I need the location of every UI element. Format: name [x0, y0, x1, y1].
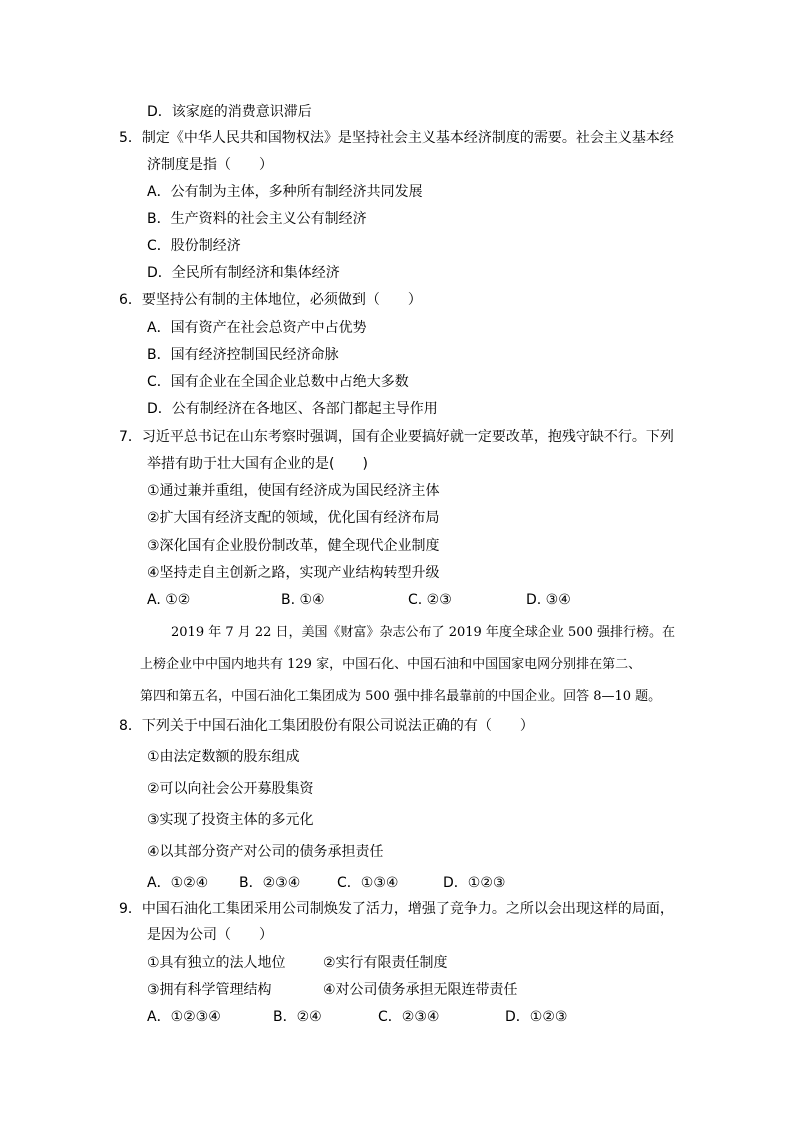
q6-option-a: A．国有资产在社会总资产中占优势	[147, 320, 367, 336]
q6-option-d: D．公有制经济在各地区、各部门都起主导作用	[147, 401, 438, 417]
q5-stem-line1: 5．制定《中华人民共和国物权法》是坚持社会主义基本经济制度的需要。社会主义基本经	[119, 130, 674, 146]
q9-item-4: ④对公司债务承担无限连带责任	[323, 982, 518, 998]
q8-item-2: ②可以向社会公开募股集资	[147, 781, 314, 797]
q9-item-1: ①具有独立的法人地位	[147, 955, 286, 971]
q9-option-c: C．②③④	[378, 1009, 440, 1025]
q7-stem-line2: 举措有助于壮大国有企业的是( )	[147, 456, 368, 472]
q8-option-c: C．①③④	[337, 875, 399, 891]
q9-option-d: D．①②③	[505, 1009, 568, 1025]
q7-item-2: ②扩大国有经济支配的领域，优化国有经济布局	[147, 510, 440, 526]
q8-option-a: A．①②④	[147, 875, 209, 891]
q7-option-c: C. ②③	[408, 592, 452, 608]
q8-stem: 8．下列关于中国石油化工集团股份有限公司说法正确的有（ ）	[119, 718, 534, 734]
q7-item-4: ④坚持走自主创新之路，实现产业结构转型升级	[147, 565, 440, 581]
q7-option-d: D. ③④	[526, 592, 571, 608]
q9-item-3: ③拥有科学管理结构	[147, 982, 272, 998]
q5-stem-line2: 济制度是指（ ）	[147, 157, 273, 173]
passage-line-1: 2019 年 7 月 22 日，美国《财富》杂志公布了 2019 年度全球企业 500 强排行榜。在	[171, 625, 675, 640]
q5-option-c: C．股份制经济	[147, 238, 241, 254]
q8-item-1: ①由法定数额的股东组成	[147, 749, 300, 765]
q7-stem-line1: 7．习近平总书记在山东考察时强调，国有企业要搞好就一定要改革，抱残守缺不行。下列	[119, 429, 674, 445]
q8-option-b: B．②③④	[239, 875, 301, 891]
q8-option-d: D．①②③	[443, 875, 506, 891]
q9-stem-line2: 是因为公司（ ）	[147, 927, 273, 943]
q9-option-a: A．①②③④	[147, 1009, 221, 1025]
q6-option-b: B．国有经济控制国民经济命脉	[147, 347, 339, 363]
q7-option-a: A. ①②	[147, 592, 191, 608]
q4-option-d: D．该家庭的消费意识滞后	[147, 104, 312, 120]
q9-item-2: ②实行有限责任制度	[323, 955, 448, 971]
q8-item-3: ③实现了投资主体的多元化	[147, 812, 314, 828]
q6-stem: 6．要坚持公有制的主体地位，必须做到（ ）	[119, 292, 422, 308]
q5-option-d: D．全民所有制经济和集体经济	[147, 265, 340, 281]
q5-option-a: A．公有制为主体，多种所有制经济共同发展	[147, 184, 423, 200]
q8-item-4: ④以其部分资产对公司的债务承担责任	[147, 844, 384, 860]
q9-option-b: B．②④	[273, 1009, 322, 1025]
passage-line-3: 第四和第五名，中国石油化工集团成为 500 强中排名最靠前的中国企业。回答 8—10 题。	[140, 689, 662, 704]
passage-line-2: 上榜企业中中国内地共有 129 家，中国石化、中国石油和中国国家电网分别排在第二、	[140, 657, 642, 672]
q7-option-b: B. ①④	[281, 592, 325, 608]
q9-stem-line1: 9．中国石油化工集团采用公司制焕发了活力，增强了竞争力。之所以会出现这样的局面，	[119, 901, 674, 917]
q6-option-c: C．国有企业在全国企业总数中占绝大多数	[147, 374, 409, 390]
q5-option-b: B．生产资料的社会主义公有制经济	[147, 211, 367, 227]
q7-item-3: ③深化国有企业股份制改革，健全现代企业制度	[147, 538, 440, 554]
q7-item-1: ①通过兼并重组，使国有经济成为国民经济主体	[147, 483, 440, 499]
